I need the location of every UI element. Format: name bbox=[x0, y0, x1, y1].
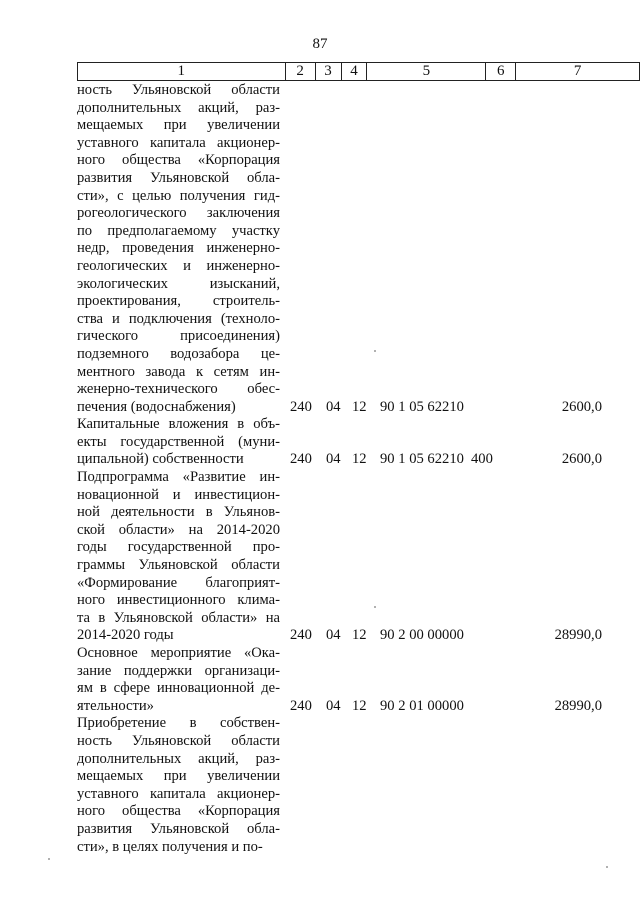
description-line: мещаемых при увеличении bbox=[77, 768, 280, 785]
description-line: мещаемых при увеличении bbox=[77, 117, 280, 134]
description-line: рогеологического заключения bbox=[77, 205, 280, 222]
row-description bbox=[77, 82, 280, 416]
table-row bbox=[0, 469, 640, 645]
cell-col-7: 2600,0 bbox=[561, 398, 602, 415]
description-line: екты государственной (муни- bbox=[77, 433, 280, 450]
cell-col-5: 90 1 05 62210 bbox=[380, 451, 464, 468]
cell-col-6: 400 bbox=[471, 451, 493, 468]
cell-col-5: 90 2 00 00000 bbox=[380, 627, 464, 644]
description-line: ятельности» bbox=[77, 697, 154, 714]
header-col-7: 7 bbox=[516, 63, 640, 81]
description-line: Основное мероприятие «Ока- bbox=[77, 645, 280, 661]
cell-col-3: 04 bbox=[326, 451, 341, 468]
description-line: ям в сфере инновационной де- bbox=[77, 680, 280, 697]
cell-col-7: 2600,0 bbox=[561, 451, 602, 468]
description-line: ментного завода к сетям ин- bbox=[77, 363, 280, 380]
description-line: недр, проведения инженерно- bbox=[77, 240, 280, 257]
header-col-4: 4 bbox=[341, 63, 367, 81]
description-line: печения (водоснабжения) bbox=[77, 398, 236, 415]
header-col-3: 3 bbox=[315, 63, 341, 81]
table-row bbox=[0, 82, 640, 416]
description-line: дополнительных акций, раз- bbox=[77, 750, 280, 767]
description-line: уставного капитала акционер- bbox=[77, 134, 280, 151]
table-row bbox=[0, 645, 640, 715]
description-line: гического присоединения) bbox=[77, 328, 280, 345]
description-line: сти», в целях получения и по- bbox=[77, 838, 263, 855]
description-line: ного общества «Корпорация bbox=[77, 152, 280, 169]
cell-col-4: 12 bbox=[352, 451, 367, 468]
description-line: развития Ульяновской обла- bbox=[77, 169, 280, 186]
description-line: граммы Ульяновской области bbox=[77, 557, 280, 574]
table-row bbox=[0, 416, 640, 469]
scan-speck bbox=[48, 858, 50, 860]
header-col-2: 2 bbox=[285, 63, 315, 81]
description-line: Капитальные вложения в объ- bbox=[77, 416, 280, 433]
cell-col-4: 12 bbox=[352, 627, 367, 644]
description-line: 2014-2020 годы bbox=[77, 627, 174, 644]
description-line: ципальной) собственности bbox=[77, 451, 244, 468]
row-description bbox=[77, 416, 280, 469]
description-line: проектирования, строитель- bbox=[77, 293, 280, 310]
table-header bbox=[77, 62, 640, 81]
description-line: новационной и инвестицион- bbox=[77, 486, 280, 503]
description-line: ства и подключения (техноло- bbox=[77, 310, 280, 327]
description-line: Приобретение в собствен- bbox=[77, 715, 280, 732]
cell-col-2: 240 bbox=[290, 398, 312, 415]
description-line: ность Ульяновской области bbox=[77, 732, 280, 749]
cell-col-2: 240 bbox=[290, 627, 312, 644]
description-line: сти», с целью получения гид- bbox=[77, 187, 280, 204]
description-line: годы государственной про- bbox=[77, 539, 280, 556]
cell-col-2: 240 bbox=[290, 451, 312, 468]
description-line: ной деятельности в Ульянов- bbox=[77, 504, 280, 521]
table-row bbox=[0, 715, 640, 856]
cell-col-7: 28990,0 bbox=[554, 697, 602, 714]
scan-speck bbox=[374, 350, 376, 352]
header-col-5: 5 bbox=[367, 63, 486, 81]
description-line: развития Ульяновской обла- bbox=[77, 820, 280, 837]
description-line: по предполагаемому участку bbox=[77, 222, 280, 239]
description-line: экологических изысканий, bbox=[77, 275, 280, 292]
description-line: ность Ульяновской области bbox=[77, 82, 280, 98]
description-line: ской области» на 2014-2020 bbox=[77, 521, 280, 538]
cell-col-4: 12 bbox=[352, 398, 367, 415]
cell-col-3: 04 bbox=[326, 627, 341, 644]
scan-speck bbox=[374, 606, 376, 608]
cell-col-3: 04 bbox=[326, 398, 341, 415]
description-line: «Формирование благоприят- bbox=[77, 574, 280, 591]
description-line: уставного капитала акционер- bbox=[77, 785, 280, 802]
cell-col-3: 04 bbox=[326, 697, 341, 714]
description-line: подземного водозабора це- bbox=[77, 345, 280, 362]
description-line: зание поддержки организаци- bbox=[77, 662, 280, 679]
cell-col-7: 28990,0 bbox=[554, 627, 602, 644]
row-description bbox=[77, 715, 280, 856]
description-line: та в Ульяновской области» на bbox=[77, 609, 280, 626]
cell-col-5: 90 1 05 62210 bbox=[380, 398, 464, 415]
description-line: геологических и инженерно- bbox=[77, 257, 280, 274]
cell-col-4: 12 bbox=[352, 697, 367, 714]
row-description bbox=[77, 645, 280, 715]
header-col-1: 1 bbox=[78, 63, 286, 81]
cell-col-5: 90 2 01 00000 bbox=[380, 697, 464, 714]
description-line: ного общества «Корпорация bbox=[77, 803, 280, 820]
header-col-6: 6 bbox=[486, 63, 516, 81]
table-body bbox=[0, 82, 640, 856]
page-number: 87 bbox=[312, 36, 328, 52]
description-line: дополнительных акций, раз- bbox=[77, 99, 280, 116]
scan-speck bbox=[606, 866, 608, 868]
row-description bbox=[77, 469, 280, 645]
cell-col-2: 240 bbox=[290, 697, 312, 714]
description-line: Подпрограмма «Развитие ин- bbox=[77, 469, 280, 486]
description-line: ного инвестиционного клима- bbox=[77, 592, 280, 609]
description-line: женерно-технического обес- bbox=[77, 381, 280, 398]
